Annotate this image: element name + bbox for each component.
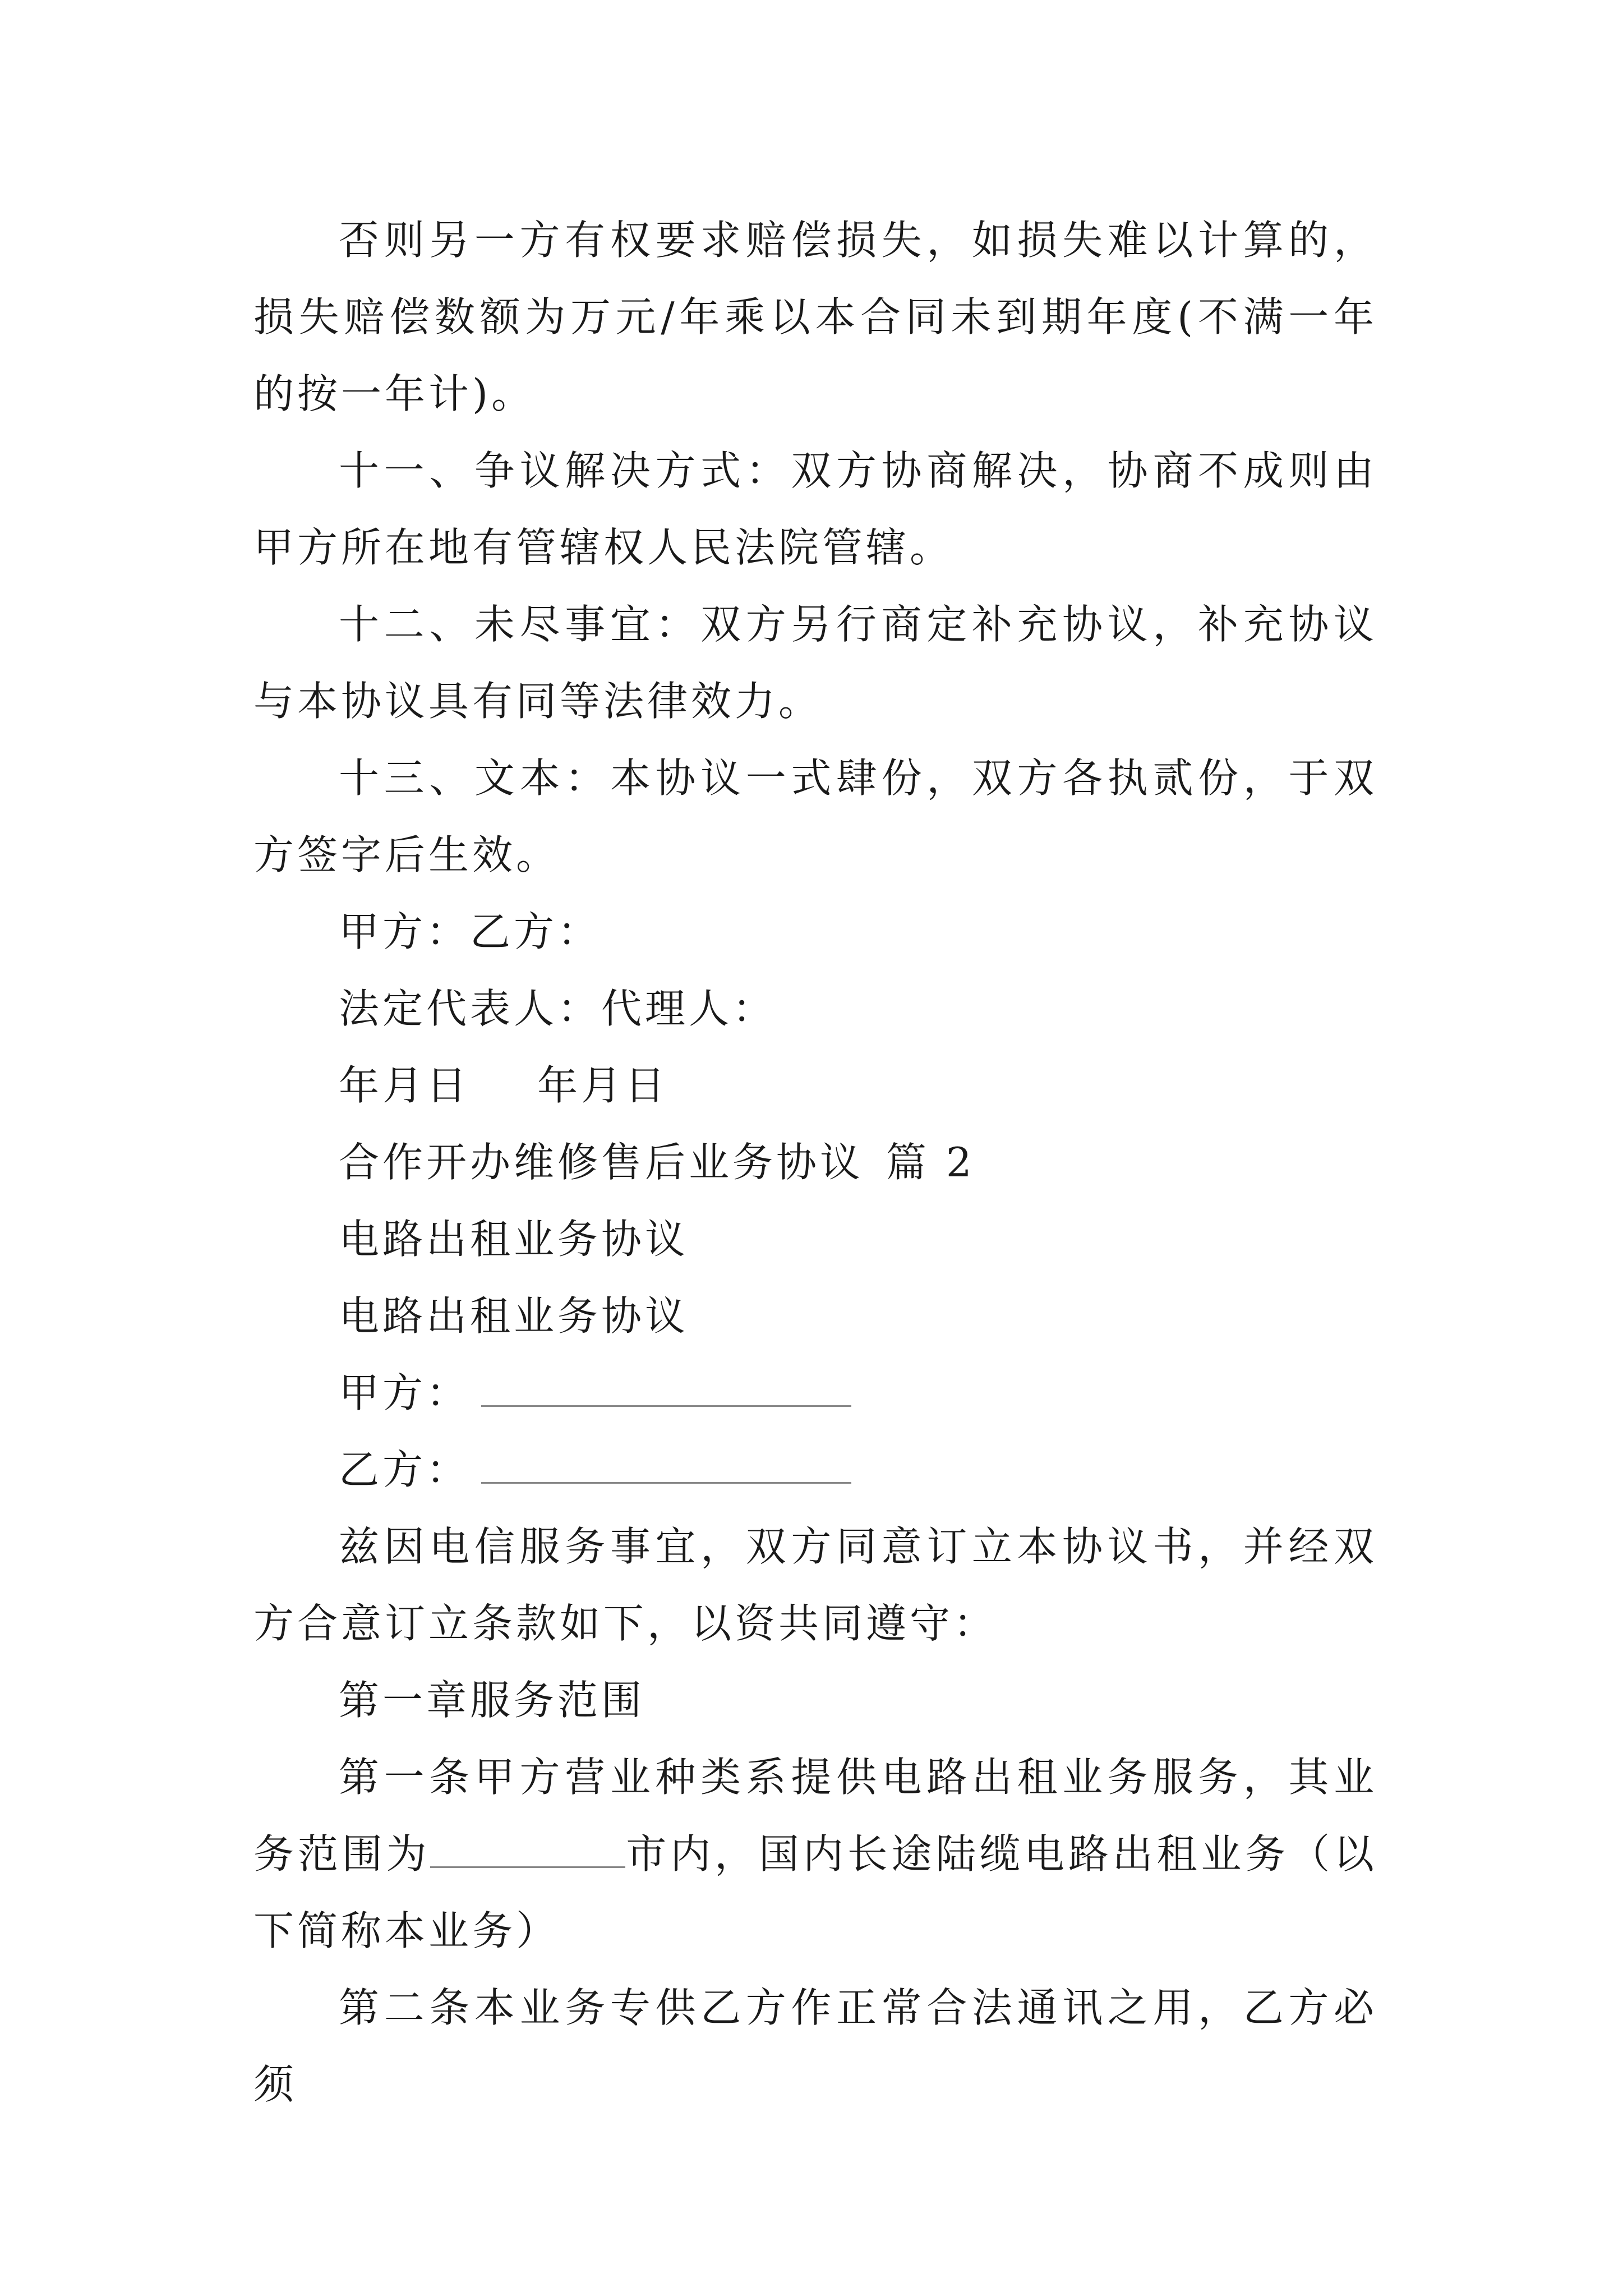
paragraph-unresolved-matters: 十二、未尽事宜：双方另行商定补充协议，补充协议与本协议具有同等法律效力。 (253, 601, 1377, 725)
chapter-heading: 第一章服务范围 (339, 1677, 645, 1724)
paragraph-dispute-resolution: 十一、争议解决方式：双方协商解决，协商不成则由甲方所在地有管辖权人民法院管辖。 (253, 447, 1377, 571)
paragraph-article-2: 第二条本业务专供乙方作正常合法通讯之用，乙方必须 (253, 1984, 1377, 2108)
signature-dates (253, 1047, 1377, 1124)
party-b-line (253, 1432, 1377, 1508)
document-body (253, 202, 1377, 2123)
paragraph-article-1 (253, 1739, 1377, 1970)
section-number: 篇 2 (886, 1139, 975, 1186)
paragraph-text-copies: 十三、文本：本协议一式肆份，双方各执贰份，于双方签字后生效。 (253, 754, 1377, 878)
party-a-line (253, 1355, 1377, 1432)
party-a-blank (481, 1377, 851, 1407)
party-b-blank (481, 1454, 851, 1484)
service-area-blank (430, 1838, 625, 1868)
date-party-b: 年月日 (537, 1062, 669, 1109)
article-1-end: 市内，国内长途陆缆电路出租业务（以下简称本业务） (253, 1830, 1377, 1954)
party-a-label: 甲方： (339, 1369, 471, 1416)
date-party-a: 年月日 (339, 1062, 471, 1109)
article-1-start: 第一条甲方营业种类系提供电路出租业务服务，其业务范围为 (253, 1754, 1377, 1878)
section-title: 合作开办维修售后业务协议 (339, 1139, 864, 1186)
party-b-label: 乙方： (339, 1446, 471, 1493)
signature-parties: 甲方：乙方： (339, 908, 602, 955)
paragraph-preamble: 兹因电信服务事宜，双方同意订立本协议书，并经双方合意订立条款如下，以资共同遵守： (253, 1523, 1377, 1647)
section-heading-2 (253, 1124, 1377, 1201)
paragraph-compensation: 否则另一方有权要求赔偿损失，如损失难以计算的，损失赔偿数额为万元/年乘以本合同未到期年度(不满一年的按一年计)。 (253, 217, 1377, 417)
signature-representatives: 法定代表人：代理人： (339, 985, 777, 1032)
agreement-title: 电路出租业务协议 (339, 1216, 689, 1263)
agreement-title-repeat: 电路出租业务协议 (339, 1292, 689, 1340)
